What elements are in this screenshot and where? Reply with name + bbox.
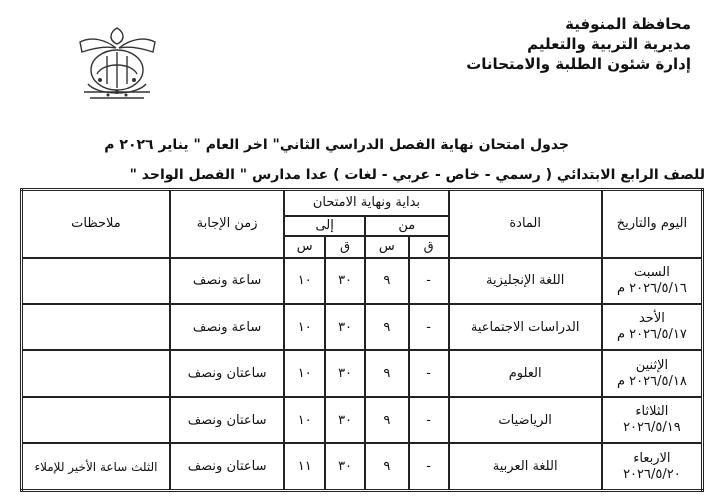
table-row: [22, 304, 703, 350]
note-cell: [22, 350, 170, 396]
duration-cell: ساعة ونصف: [170, 304, 284, 350]
from-minute-cell: -: [409, 397, 449, 443]
header-day-date: اليوم والتاريخ: [602, 190, 703, 258]
day-name: الثلاثاء: [635, 404, 669, 420]
table-row: [22, 350, 703, 396]
from-minute-cell: -: [409, 304, 449, 350]
day-date-cell: [602, 258, 703, 304]
from-hour-cell: ٩: [365, 258, 409, 304]
day-date-cell: [602, 443, 703, 490]
day-name: الاربعاء: [633, 450, 671, 466]
header-duration: زمن الإجابة: [170, 190, 284, 258]
schedule-subtitle: للصف الرابع الابتدائي ( رسمي - خاص - عربي - لغات ) عدا مدارس " الفصل الواحد ": [129, 167, 705, 183]
from-minute-cell: -: [409, 350, 449, 396]
header-from-minute: ق: [409, 236, 449, 258]
from-minute-cell: -: [409, 443, 449, 490]
day-name: السبت: [633, 264, 670, 280]
day-name: الأحد: [638, 311, 665, 327]
note-cell: [22, 397, 170, 443]
exam-date: ٢٠٢٦/٥/١٧ م: [616, 327, 687, 343]
from-hour-cell: ٩: [365, 443, 409, 490]
subject-cell: اللغة الإنجليزية: [449, 258, 602, 304]
subject-cell: الدراسات الاجتماعية: [449, 304, 602, 350]
exam-date: ٢٠٢٦/٥/١٦ م: [616, 280, 687, 296]
duration-cell: ساعتان ونصف: [170, 350, 284, 396]
header-exam-span: بداية ونهاية الامتحان: [284, 190, 448, 216]
to-hour-cell: ١١: [284, 443, 325, 490]
to-minute-cell: ٣٠: [325, 443, 365, 490]
to-minute-cell: ٣٠: [325, 258, 365, 304]
to-minute-cell: ٣٠: [325, 397, 365, 443]
exam-date: ٢٠٢٦/٥/١٨ م: [616, 373, 687, 389]
from-hour-cell: ٩: [365, 397, 409, 443]
table-row: [22, 258, 703, 304]
exam-date: ٢٠٢٦/٥/١٩: [623, 420, 681, 436]
header-from-hour: س: [365, 236, 409, 258]
day-date-cell: [602, 304, 703, 350]
duration-cell: ساعتان ونصف: [170, 443, 284, 490]
note-cell: [22, 258, 170, 304]
day-date-cell: [602, 397, 703, 443]
duration-cell: ساعة ونصف: [170, 258, 284, 304]
exam-schedule-table: [20, 188, 704, 492]
day-date-cell: [602, 350, 703, 396]
table-row: [22, 443, 703, 490]
header-to-hour: س: [284, 236, 325, 258]
note-cell: [22, 304, 170, 350]
to-minute-cell: ٣٠: [325, 350, 365, 396]
header-subject: المادة: [449, 190, 602, 258]
day-name: الإثنين: [635, 357, 669, 373]
from-hour-cell: ٩: [365, 350, 409, 396]
header-notes: ملاحظات: [22, 190, 170, 258]
directorate-name: مديرية التربية والتعليم: [527, 35, 691, 53]
governorate-emblem-icon: [70, 22, 165, 104]
to-hour-cell: ١٠: [284, 350, 325, 396]
exam-date: ٢٠٢٦/٥/٢٠: [623, 466, 681, 482]
header-to-minute: ق: [325, 236, 365, 258]
to-hour-cell: ١٠: [284, 258, 325, 304]
to-hour-cell: ١٠: [284, 304, 325, 350]
header-block: [466, 14, 691, 74]
department-name: إدارة شئون الطلبة والامتحانات: [466, 55, 691, 73]
note-cell: الثلث ساعة الأخير للإملاء: [22, 443, 170, 490]
subject-cell: العلوم: [449, 350, 602, 396]
table-row: [22, 397, 703, 443]
schedule-title: جدول امتحان نهاية الفصل الدراسي الثاني" اخر العام " يناير ٢٠٢٦ م: [104, 137, 569, 153]
subject-cell: اللغة العربية: [449, 443, 602, 490]
governorate-name: محافظة المنوفية: [565, 15, 691, 33]
subject-cell: الرياضيات: [449, 397, 602, 443]
duration-cell: ساعتان ونصف: [170, 397, 284, 443]
to-minute-cell: ٣٠: [325, 304, 365, 350]
header-to: إلى: [284, 216, 365, 236]
to-hour-cell: ١٠: [284, 397, 325, 443]
from-hour-cell: ٩: [365, 304, 409, 350]
from-minute-cell: -: [409, 258, 449, 304]
header-from: من: [365, 216, 449, 236]
